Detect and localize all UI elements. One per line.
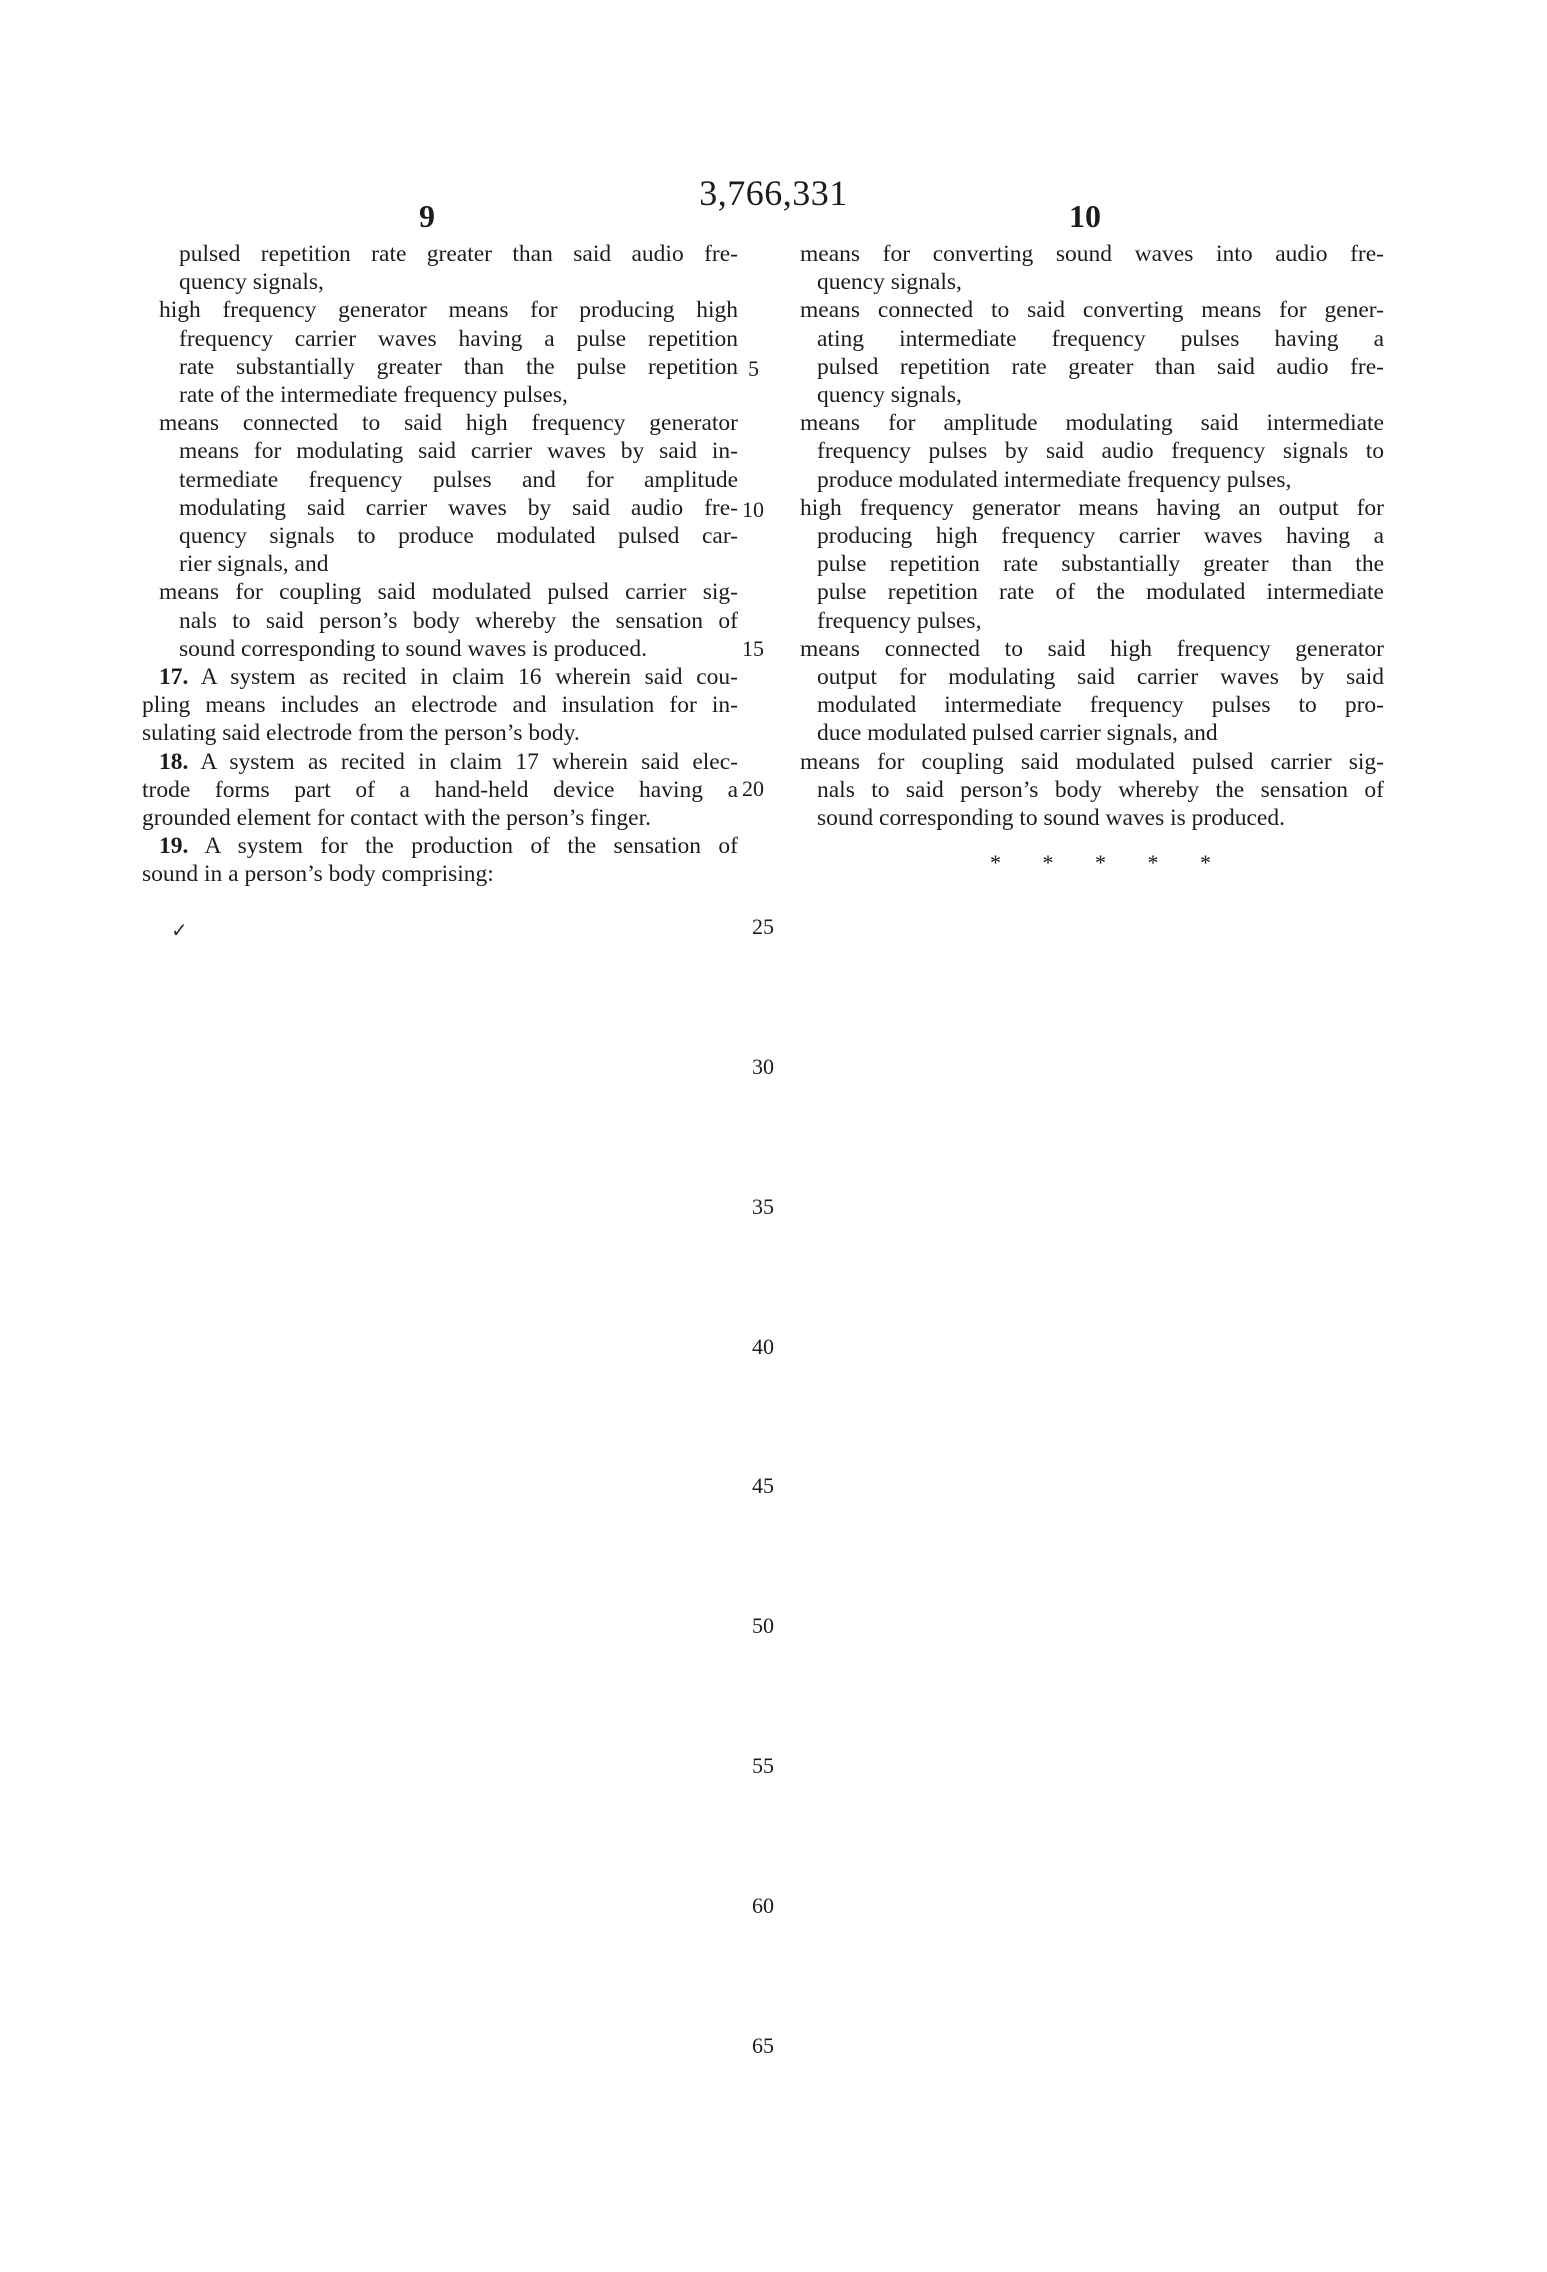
text-line-content: modulating said carrier waves by said audio fre- [179,494,738,521]
text-line-content: output for modulating said carrier waves by said [817,664,1384,691]
text-line-content: quency signals, [817,382,962,409]
text-line-content: quency signals to produce modulated pulsed car- [179,523,738,550]
text-line-content: pulsed repetition rate greater than said audio fre- [817,353,1384,380]
line-number: 25 [752,914,774,939]
text-line-content: A system as recited in claim 17 wherein said elec- [188,748,738,775]
line-number: 30 [752,1054,774,1079]
text-line-content: ating intermediate frequency pulses having a [817,325,1384,352]
line-number: 10 [742,497,764,522]
left-column-number: 9 [419,198,435,234]
line-number: 5 [748,356,759,381]
text-line-content: pling means includes an electrode and insulation for in- [142,692,738,719]
text-line-content: pulse repetition rate substantially greater than the [817,551,1384,578]
text-line-content: means connected to said converting means for gener- [800,297,1384,324]
line-number: 15 [742,636,764,661]
line-number: 20 [742,776,764,801]
text-line-content: sound in a person’s body comprising: [142,861,494,888]
text-line-content: rate of the intermediate frequency pulses, [179,382,568,409]
page-number: 3,766,331 [699,173,848,213]
text-line-content: frequency pulses, [817,607,982,634]
line-number: 45 [752,1473,774,1498]
text-line-content: sound corresponding to sound waves is produced. [817,805,1285,832]
text-line-content: frequency carrier waves having a pulse repetition [179,325,738,352]
line-number: 40 [752,1334,774,1359]
text-line-content: nals to said person’s body whereby the sensation of [817,776,1384,803]
claim-number: 19. [159,833,189,860]
text-line-content: pulsed repetition rate greater than said audio fre- [179,241,738,267]
text-line-content: means for amplitude modulating said intermediate [800,410,1384,437]
end-marker: * * * * * [990,850,1229,875]
text-line-content: frequency pulses by said audio frequency signals to [817,438,1384,465]
text-line-content: producing high frequency carrier waves having a [817,523,1384,550]
line-number: 55 [752,1753,774,1778]
text-line-content: rier signals, and [179,551,329,578]
text-line-content: sulating said electrode from the person’s body. [142,720,580,747]
text-line-content: duce modulated pulsed carrier signals, and [817,720,1218,747]
text-line-content: pulse repetition rate of the modulated intermediate [817,579,1384,606]
text-line-content: means for modulating said carrier waves by said in- [179,438,738,465]
line-number: 65 [752,2033,774,2058]
text-line-content: nals to said person’s body whereby the sensation of [179,607,738,634]
text-line-content: rate substantially greater than the pulse repetition [179,353,738,380]
text-line-content: means for coupling said modulated pulsed carrier sig- [800,748,1384,775]
check-mark: ✓ [171,920,188,942]
text-line-content: high frequency generator means having an output for [800,494,1384,521]
text-line-content: means for coupling said modulated pulsed carrier sig- [159,579,738,606]
text-line-content: termediate frequency pulses and for amplitude [179,466,738,493]
text-line-content: means for converting sound waves into audio fre- [800,241,1384,267]
line-number: 35 [752,1194,774,1219]
text-line-content: means connected to said high frequency generator [159,410,738,437]
line-number: 60 [752,1893,774,1918]
text-line-content: A system as recited in claim 16 wherein said cou- [188,664,738,691]
claim-number: 17. [159,664,189,691]
text-line-content: sound corresponding to sound waves is produced. [179,635,647,662]
text-line-content: produce modulated intermediate frequency pulses, [817,466,1292,493]
text-line-content: A system for the production of the sensation of [188,833,738,860]
claim-number: 18. [159,748,189,775]
right-column-number: 10 [1069,198,1101,234]
text-line-content: trode forms part of a hand-held device having a [142,776,738,803]
text-line-content: modulated intermediate frequency pulses to pro- [817,692,1384,719]
text-line-content: quency signals, [817,269,962,296]
text-line-content: quency signals, [179,269,324,296]
text-line-content: grounded element for contact with the person’s finger. [142,805,652,832]
text-line-content: high frequency generator means for producing high [159,297,738,324]
text-line-content: means connected to said high frequency generator [800,635,1384,662]
line-number: 50 [752,1613,774,1638]
